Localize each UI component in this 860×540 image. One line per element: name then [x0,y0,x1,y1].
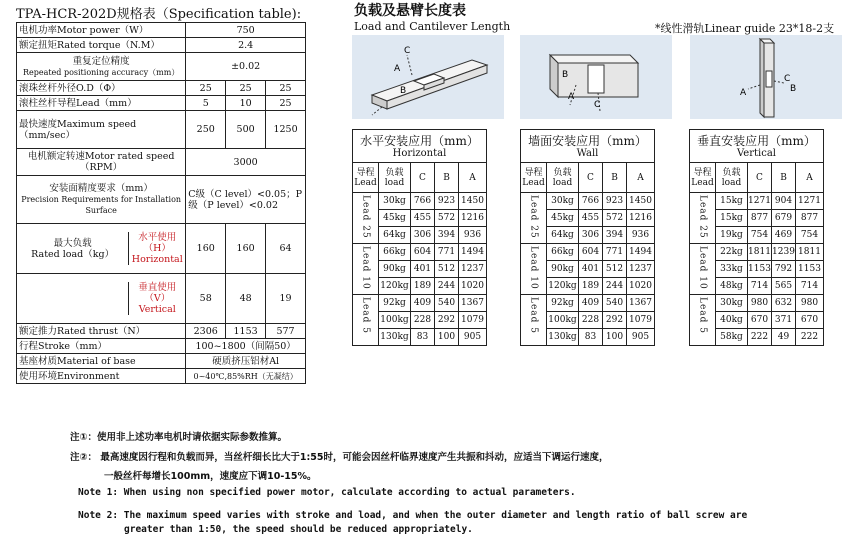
length-cell: 792 [772,261,796,278]
length-cell: 904 [772,193,796,210]
load-subtitle: Load and Cantilever Length [354,20,511,33]
length-cell: 100 [603,329,627,346]
length-cell: 604 [411,244,435,261]
col-header-a: A [796,163,824,193]
length-cell: 1271 [748,193,772,210]
max-load-vertical: 19 [266,274,306,324]
length-cell: 1494 [627,244,655,261]
max-speed-value: 1250 [266,111,306,149]
load-cell: 100kg [379,312,411,329]
rated-thrust-value: 1153 [226,324,266,339]
length-cell: 980 [748,295,772,312]
load-cell: 64kg [547,227,579,244]
length-cell: 244 [603,278,627,295]
load-cell: 130kg [547,329,579,346]
load-cell: 120kg [379,278,411,295]
load-cell: 130kg [379,329,411,346]
length-cell: 572 [435,210,459,227]
load-cell: 66kg [547,244,579,261]
length-cell: 540 [603,295,627,312]
length-cell: 1494 [459,244,487,261]
length-cell: 936 [459,227,487,244]
length-cell: 189 [579,278,603,295]
lead-group-label: Lead 25 [697,195,708,239]
length-cell: 1811 [748,244,772,261]
col-header-c: C [579,163,603,193]
table-row [353,295,487,312]
rated-torque-label: 额定扭矩Rated torque（N.M） [17,38,186,53]
length-cell: 572 [603,210,627,227]
diagram-label-b: B [562,70,569,80]
lead-group-label: Lead 5 [697,297,708,335]
length-cell: 1020 [627,278,655,295]
length-cell: 371 [772,312,796,329]
load-cell: 33kg [716,261,748,278]
col-header-lead: 导程Lead [353,163,379,193]
repeat-accuracy-label-en: Repeated positioning accuracy（mm） [22,67,180,77]
note-en-2b: greater than 1:50, the speed should be reduced appropriately. [124,524,473,535]
rated-thrust-label: 额定推力Rated thrust（N） [17,324,186,339]
repeat-accuracy-label-cn: 重复定位精度 [72,55,130,67]
max-load-horizontal: 160 [226,224,266,274]
length-cell: 83 [411,329,435,346]
length-cell: 670 [796,312,824,329]
table-row [521,244,655,261]
length-cell: 409 [411,295,435,312]
screw-lead-value: 5 [186,96,226,111]
load-table [520,129,655,346]
max-load-horizontal: 160 [186,224,226,274]
length-cell: 1216 [627,210,655,227]
screw-od-label: 滚珠丝杆外径O.D（Φ） [17,81,186,96]
load-cell: 15kg [716,210,748,227]
vertical-actuator-icon [690,35,842,119]
length-cell: 754 [796,227,824,244]
length-cell: 905 [627,329,655,346]
length-cell: 1811 [796,244,824,261]
col-header-lead: 导程Lead [521,163,547,193]
table-row [690,295,824,312]
length-cell: 222 [796,329,824,346]
max-speed-label: 最快速度Maximum speed（mm/sec） [17,111,186,149]
base-material-value: 硬质挤压铝材Al [186,354,306,369]
length-cell: 1367 [459,295,487,312]
surface-precision-label-en: Precision Requirements for Installation Surface [21,195,182,215]
base-material-label: 基座材质Material of base [17,354,186,369]
load-cell: 90kg [547,261,579,278]
diagram-label-b: B [790,84,797,94]
length-cell: 771 [603,244,627,261]
diagram-label-a: A [740,88,747,98]
length-cell: 512 [603,261,627,278]
load-cell: 45kg [379,210,411,227]
screw-od-value: 25 [186,81,226,96]
length-cell: 1153 [748,261,772,278]
spec-table [16,22,306,384]
screw-lead-value: 25 [266,96,306,111]
load-cell: 92kg [547,295,579,312]
load-table-subtitle: Vertical [737,147,776,159]
col-header-load: 负载load [379,163,411,193]
vertical-mount-diagram [690,35,842,119]
table-row [690,244,824,261]
diagram-label-c: C [594,100,601,110]
length-cell: 565 [772,278,796,295]
note-cn-2: 注②： 最高速度因行程和负载而异，当丝杆细长比大于1:55时，可能会因丝杆临界速度产生共振和抖动，应适当下调运行速度， [70,452,609,463]
length-cell: 604 [579,244,603,261]
length-cell: 222 [748,329,772,346]
lead-group-label: Lead 5 [360,297,371,335]
length-cell: 1239 [772,244,796,261]
col-header-b: B [435,163,459,193]
length-cell: 394 [435,227,459,244]
lead-group-label: Lead 10 [360,246,371,290]
length-cell: 401 [411,261,435,278]
length-cell: 244 [435,278,459,295]
load-cell: 30kg [379,193,411,210]
length-cell: 766 [579,193,603,210]
length-cell: 292 [435,312,459,329]
diagram-label-a: A [568,92,575,102]
repeat-accuracy-value: ±0.02 [186,53,306,81]
surface-precision-label-cn: 安装面精度要求（mm） [49,183,153,194]
load-title: 负载及悬臂长度表 [354,3,466,19]
screw-od-value: 25 [266,81,306,96]
length-cell: 83 [579,329,603,346]
length-cell: 1079 [627,312,655,329]
length-cell: 877 [748,210,772,227]
length-cell: 766 [411,193,435,210]
length-cell: 189 [411,278,435,295]
load-cell: 100kg [547,312,579,329]
length-cell: 455 [579,210,603,227]
load-cell: 30kg [716,295,748,312]
length-cell: 1153 [796,261,824,278]
rated-torque-value: 2.4 [186,38,306,53]
wall-actuator-icon [520,35,672,119]
length-cell: 679 [772,210,796,227]
length-cell: 905 [459,329,487,346]
note-en-2: Note 2: The maximum speed varies with stroke and load, and when the outer diameter and length ratio of ball screw are [78,510,748,521]
length-cell: 469 [772,227,796,244]
max-speed-value: 500 [226,111,266,149]
load-cell: 45kg [547,210,579,227]
length-cell: 512 [435,261,459,278]
screw-lead-label: 滚柱丝杆导程Lead（mm） [17,96,186,111]
horizontal-actuator-icon [352,35,504,119]
col-header-a: A [627,163,655,193]
length-cell: 1237 [459,261,487,278]
max-load-label-en: Rated load（kg） [31,248,115,260]
horizontal-use-label: 水平使用（H）Horizontal [131,232,183,265]
motor-power-value: 750 [186,23,306,38]
length-cell: 1450 [459,193,487,210]
load-cell: 120kg [547,278,579,295]
length-cell: 1237 [627,261,655,278]
length-cell: 49 [772,329,796,346]
load-cell: 92kg [379,295,411,312]
length-cell: 923 [435,193,459,210]
length-cell: 1367 [627,295,655,312]
col-header-load: 负载load [547,163,579,193]
col-header-a: A [459,163,487,193]
load-cell: 48kg [716,278,748,295]
vertical-use-label: 垂直使用（V）Vertical [138,282,177,315]
load-cell: 90kg [379,261,411,278]
note-cn-1: 注①：使用非上述功率电机时请依据实际参数推算。 [70,432,288,443]
length-cell: 877 [796,210,824,227]
length-cell: 714 [796,278,824,295]
table-row [690,193,824,210]
diagram-label-c: C [784,74,791,84]
max-speed-value: 250 [186,111,226,149]
diagram-label-a: A [394,64,401,74]
load-cell: 66kg [379,244,411,261]
length-cell: 936 [627,227,655,244]
motor-power-label: 电机功率Motor power（W） [17,23,186,38]
rated-thrust-value: 2306 [186,324,226,339]
load-cell: 40kg [716,312,748,329]
lead-group-label: Lead 10 [528,246,539,290]
note-en-1: Note 1: When using non specified power motor, calculate according to actual parameters. [78,487,576,498]
length-cell: 670 [748,312,772,329]
wall-mount-diagram [520,35,672,119]
length-cell: 401 [579,261,603,278]
length-cell: 455 [411,210,435,227]
note-cn-2b: 一般丝杆每增长100mm，速度应下调10-15%。 [104,471,317,482]
lead-group-label: Lead 5 [528,297,539,335]
load-cell: 22kg [716,244,748,261]
diagram-label-b: B [400,86,407,96]
length-cell: 771 [435,244,459,261]
col-header-b: B [772,163,796,193]
length-cell: 1020 [459,278,487,295]
length-cell: 980 [796,295,824,312]
lead-group-label: Lead 10 [697,246,708,290]
load-table-title: 水平安装应用（mm） [360,133,479,148]
col-header-lead: 导程Lead [690,163,716,193]
load-table [352,129,487,346]
screw-lead-value: 10 [226,96,266,111]
length-cell: 228 [579,312,603,329]
load-cell: 19kg [716,227,748,244]
max-load-horizontal: 64 [266,224,306,274]
stroke-value: 100~1800（间隔50） [186,339,306,354]
motor-rated-speed-value: 3000 [186,149,306,176]
lead-group-label: Lead 25 [528,195,539,239]
length-cell: 306 [411,227,435,244]
spec-title: TPA-HCR-202D规格表（Specification table): [16,7,302,22]
length-cell: 923 [603,193,627,210]
guide-note: *线性滑轨Linear guide 23*18-2支 [655,22,835,35]
length-cell: 754 [748,227,772,244]
load-cell: 64kg [379,227,411,244]
load-cell: 15kg [716,193,748,210]
max-load-label-cn: 最大负载 [53,237,92,249]
length-cell: 714 [748,278,772,295]
stroke-label: 行程Stroke（mm） [17,339,186,354]
lead-group-label: Lead 25 [360,195,371,239]
load-cell: 58kg [716,329,748,346]
load-cell: 30kg [547,193,579,210]
length-cell: 409 [579,295,603,312]
surface-precision-value: C级（C level）<0.05；P级（P level）<0.02 [186,176,306,224]
load-table [689,129,824,346]
load-table-title: 墙面安装应用（mm） [528,133,647,148]
environment-label: 使用环境Environment [17,369,186,384]
length-cell: 1079 [459,312,487,329]
motor-rated-speed-label: 电机额定转速Motor rated speed（RPM） [17,149,186,176]
length-cell: 1216 [459,210,487,227]
col-header-load: 负载load [716,163,748,193]
length-cell: 100 [435,329,459,346]
col-header-c: C [748,163,772,193]
col-header-b: B [603,163,627,193]
max-load-vertical: 58 [186,274,226,324]
environment-value: 0~40℃,85%RH（无凝结） [186,369,306,384]
length-cell: 1450 [627,193,655,210]
diagram-label-c: C [404,46,411,56]
length-cell: 228 [411,312,435,329]
horizontal-mount-diagram [352,35,504,119]
table-row [521,193,655,210]
length-cell: 394 [603,227,627,244]
table-row [353,193,487,210]
length-cell: 540 [435,295,459,312]
col-header-c: C [411,163,435,193]
load-table-title: 垂直安装应用（mm） [697,133,816,148]
length-cell: 292 [603,312,627,329]
table-row [521,295,655,312]
rated-thrust-value: 577 [266,324,306,339]
length-cell: 306 [579,227,603,244]
length-cell: 632 [772,295,796,312]
table-row [353,244,487,261]
load-table-subtitle: Horizontal [392,147,447,159]
max-load-vertical: 48 [226,274,266,324]
load-table-subtitle: Wall [576,147,599,159]
screw-od-value: 25 [226,81,266,96]
length-cell: 1271 [796,193,824,210]
